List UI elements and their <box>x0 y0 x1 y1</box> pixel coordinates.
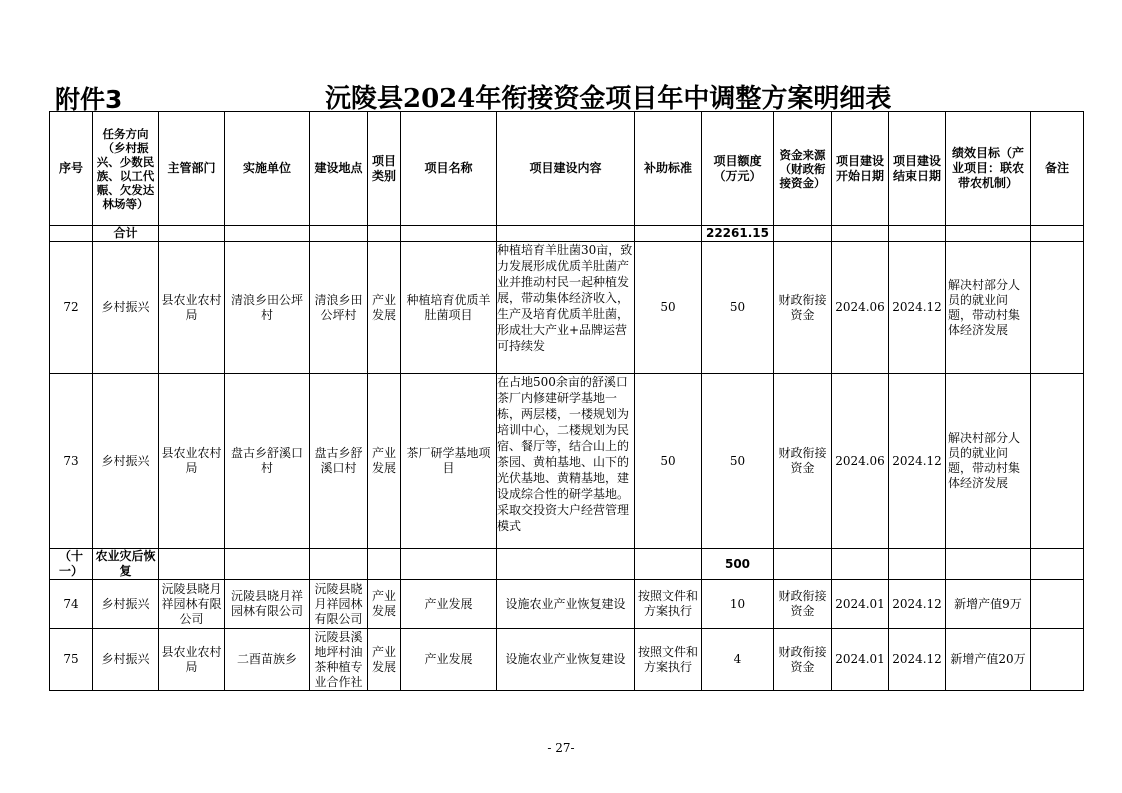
col-header-content: 项目建设内容 <box>497 112 635 226</box>
row-no: 75 <box>50 629 93 691</box>
row-location: 沅陵县晓月祥园林有限公司 <box>310 580 368 629</box>
section-label: 农业灾后恢复 <box>93 549 159 580</box>
page-number: - 27- <box>547 741 575 755</box>
row-note <box>1031 629 1084 691</box>
row-goal: 新增产值9万 <box>946 580 1031 629</box>
section-no: （十一） <box>50 549 93 580</box>
row-content: 设施农业产业恢复建设 <box>497 629 635 691</box>
row-category: 产业发展 <box>368 580 401 629</box>
row-note <box>1031 580 1084 629</box>
row-category: 产业发展 <box>368 242 401 374</box>
row-standard: 按照文件和方案执行 <box>635 629 702 691</box>
row-amount: 50 <box>702 374 774 549</box>
row-start: 2024.06 <box>832 242 889 374</box>
row-dept: 县农业农村局 <box>159 374 225 549</box>
col-header-category: 项目类别 <box>368 112 401 226</box>
attachment-label: 附件3 <box>55 85 123 114</box>
col-header-source: 资金来源（财政衔接资金） <box>774 112 832 226</box>
row-location: 盘古乡舒溪口村 <box>310 374 368 549</box>
col-header-standard: 补助标准 <box>635 112 702 226</box>
col-header-direction: 任务方向（乡村振兴、少数民族、以工代赈、欠发达林场等） <box>93 112 159 226</box>
col-header-note: 备注 <box>1031 112 1084 226</box>
page-title: 沅陵县2024年衔接资金项目年中调整方案明细表 <box>325 84 892 114</box>
project-table <box>49 111 1084 691</box>
row-amount: 4 <box>702 629 774 691</box>
col-header-dept: 主管部门 <box>159 112 225 226</box>
total-label: 合计 <box>93 226 159 242</box>
row-end: 2024.12 <box>889 580 946 629</box>
table-row <box>50 629 1084 691</box>
row-category: 产业发展 <box>368 374 401 549</box>
row-name: 产业发展 <box>401 580 497 629</box>
row-goal: 新增产值20万 <box>946 629 1031 691</box>
row-standard: 50 <box>635 242 702 374</box>
row-source: 财政衔接资金 <box>774 374 832 549</box>
row-unit: 沅陵县晓月祥园林有限公司 <box>225 580 310 629</box>
row-name: 种植培育优质羊肚菌项目 <box>401 242 497 374</box>
section-row <box>50 549 1084 580</box>
col-header-unit: 实施单位 <box>225 112 310 226</box>
row-goal: 解决村部分人员的就业问题，带动村集体经济发展 <box>946 242 1031 374</box>
table-row <box>50 242 1084 374</box>
col-header-start: 项目建设开始日期 <box>832 112 889 226</box>
row-no: 73 <box>50 374 93 549</box>
row-unit: 二酉苗族乡 <box>225 629 310 691</box>
row-location: 清浪乡田公坪村 <box>310 242 368 374</box>
table-row <box>50 580 1084 629</box>
row-dept: 县农业农村局 <box>159 242 225 374</box>
row-standard: 50 <box>635 374 702 549</box>
row-start: 2024.06 <box>832 374 889 549</box>
row-content <box>497 242 635 374</box>
row-start: 2024.01 <box>832 580 889 629</box>
row-name: 产业发展 <box>401 629 497 691</box>
col-header-amount: 项目额度（万元） <box>702 112 774 226</box>
section-amount: 500 <box>702 549 774 580</box>
col-header-location: 建设地点 <box>310 112 368 226</box>
row-amount: 10 <box>702 580 774 629</box>
row-note <box>1031 242 1084 374</box>
row-direction: 乡村振兴 <box>93 374 159 549</box>
row-note <box>1031 374 1084 549</box>
row-unit: 盘古乡舒溪口村 <box>225 374 310 549</box>
total-amount: 22261.15 <box>702 226 774 242</box>
row-end: 2024.12 <box>889 374 946 549</box>
row-content: 设施农业产业恢复建设 <box>497 580 635 629</box>
row-source: 财政衔接资金 <box>774 580 832 629</box>
row-source: 财政衔接资金 <box>774 242 832 374</box>
row-content-text: 在占地500余亩的舒溪口茶厂内修建研学基地一栋，两层楼，一楼规划为培训中心，二楼规划为民宿、餐厅等，结合山上的茶园、黄柏基地、山下的光伏基地、黄精基地，建设成综合性的研学基地。采取交投资大户经营管理模式 <box>497 375 630 533</box>
table-row <box>50 374 1084 549</box>
row-source: 财政衔接资金 <box>774 629 832 691</box>
col-header-end: 项目建设结束日期 <box>889 112 946 226</box>
row-start: 2024.01 <box>832 629 889 691</box>
col-header-goal: 绩效目标（产业项目：联农带农机制） <box>946 112 1031 226</box>
col-header-no: 序号 <box>50 112 93 226</box>
row-unit: 清浪乡田公坪村 <box>225 242 310 374</box>
row-amount: 50 <box>702 242 774 374</box>
row-content <box>497 374 635 549</box>
total-row <box>50 226 1084 242</box>
row-direction: 乡村振兴 <box>93 629 159 691</box>
row-standard: 按照文件和方案执行 <box>635 580 702 629</box>
row-end: 2024.12 <box>889 629 946 691</box>
row-direction: 乡村振兴 <box>93 580 159 629</box>
col-header-name: 项目名称 <box>401 112 497 226</box>
row-name: 茶厂研学基地项目 <box>401 374 497 549</box>
row-content-text: 种植培育羊肚菌30亩，致力发展形成优质羊肚菌产业并推动村民一起种植发展，带动集体经济收入，生产及培育优质羊肚菌，形成壮大产业+品牌运营可持续发 <box>497 243 633 353</box>
row-category: 产业发展 <box>368 629 401 691</box>
row-direction: 乡村振兴 <box>93 242 159 374</box>
row-no: 72 <box>50 242 93 374</box>
row-no: 74 <box>50 580 93 629</box>
row-dept: 县农业农村局 <box>159 629 225 691</box>
row-end: 2024.12 <box>889 242 946 374</box>
table-header-row <box>50 112 1084 226</box>
row-dept: 沅陵县晓月祥园林有限公司 <box>159 580 225 629</box>
row-location: 沅陵县溪地坪村油茶种植专业合作社 <box>310 629 368 691</box>
row-goal: 解决村部分人员的就业问题，带动村集体经济发展 <box>946 374 1031 549</box>
